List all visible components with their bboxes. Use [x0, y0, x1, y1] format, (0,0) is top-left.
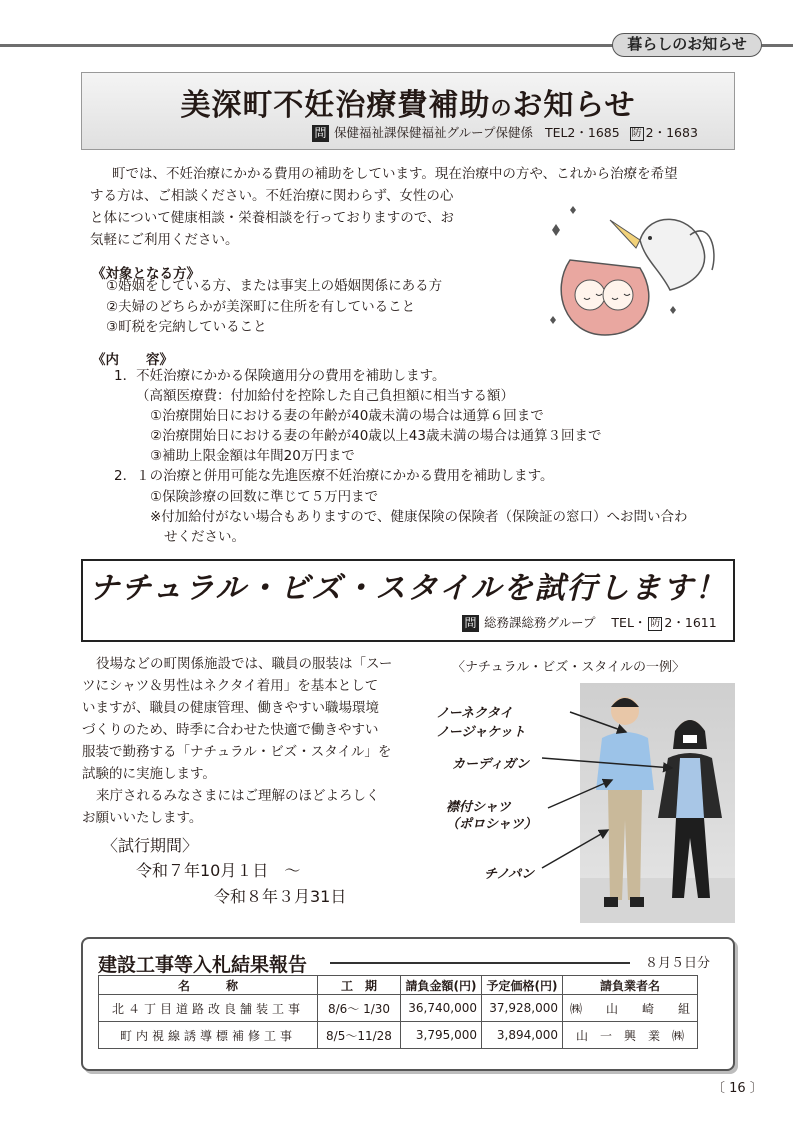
label-no-jacket: ノージャケット	[436, 725, 526, 740]
intro-line-2: する方は、ご相談ください。不妊治療に関わらず、女性の心	[90, 188, 454, 204]
stork-illustration	[540, 190, 720, 350]
content-line-9: せください。	[164, 529, 245, 545]
label-no-necktie: ノーネクタイ	[436, 706, 513, 721]
page-number: 〔 16 〕	[712, 1081, 763, 1096]
content-line-4: ②治療開始日における妻の年齢が40歳以上43歳未満の場合は通算３回まで	[150, 428, 602, 444]
content-line-2: （高額医療費：付加給付を控除した自己負担額に相当する額）	[136, 388, 514, 404]
period-start: 令和７年10月１日 ～	[136, 861, 301, 880]
cell-period: 8/6～ 1/30	[318, 995, 401, 1022]
article1-contact: 問 保健福祉課保健福祉グループ保健係 TEL2・1685 防 2・1683	[312, 123, 698, 142]
content-line-6: 2．１の治療と併用可能な先進医療不妊治療にかかる費用を補助します。	[114, 468, 554, 484]
category-tab: 暮らしのお知らせ	[612, 33, 762, 57]
bousai-icon: 防	[631, 127, 642, 139]
period-heading: 〈試行期間〉	[102, 836, 199, 855]
bid-date: ８月５日分	[645, 956, 711, 971]
biz-body-6: 試験的に実施します。	[82, 766, 216, 782]
col-contractor: 請負業者名	[563, 976, 698, 995]
inquiry-icon: 問	[312, 125, 329, 142]
label-polo-shirt: （ポロシャツ）	[446, 817, 537, 832]
col-period: 工 期	[318, 976, 401, 995]
bid-title: 建設工事等入札結果報告	[98, 954, 308, 976]
cell-estimated-price: 37,928,000	[482, 995, 563, 1022]
intro-line-1: 町では、不妊治療にかかる費用の補助をしています。現在治療中の方や、これから治療を希望	[112, 166, 678, 182]
article2-contact: 問 総務課総務グループ TEL・ 防 2・1611	[462, 613, 717, 632]
example-caption: 〈ナチュラル・ビズ・スタイルの一例〉	[452, 660, 685, 675]
label-chinos: チノパン	[484, 867, 535, 882]
label-collared-shirt: 襟付シャツ	[446, 800, 511, 815]
content-heading: 《内 容》	[92, 352, 173, 368]
target-item-2: ②夫婦のどちらかが美深町に住所を有していること	[106, 299, 416, 315]
biz-body-3: いますが、職員の健康管理、働きやすい職場環境	[82, 700, 379, 716]
label-cardigan: カーディガン	[452, 757, 529, 772]
col-name: 名 称	[99, 976, 318, 995]
table-row	[99, 995, 698, 1022]
cell-period: 8/5～11/28	[318, 1022, 401, 1049]
content-line-3: ①治療開始日における妻の年齢が40歳未満の場合は通算６回まで	[150, 408, 544, 424]
table-row	[99, 1022, 698, 1049]
cell-name: 町内視線誘導標補修工事	[99, 1022, 318, 1049]
target-item-3: ③町税を完納していること	[106, 319, 267, 335]
cell-contractor: ㈱ 山 崎 組	[563, 995, 698, 1022]
content-line-5: ③補助上限金額は年間20万円まで	[150, 448, 355, 464]
cell-estimated-price: 3,894,000	[482, 1022, 563, 1049]
article1-title: 美深町不妊治療費補助のお知らせ	[180, 88, 636, 123]
cell-contract-amount: 36,740,000	[401, 995, 482, 1022]
cell-contract-amount: 3,795,000	[401, 1022, 482, 1049]
target-item-1: ①婚姻をしている方、または事実上の婚姻関係にある方	[106, 278, 443, 294]
bousai-icon: 防	[650, 617, 661, 629]
biz-body-1: 役場などの町関係施設では、職員の服装は「スー	[96, 656, 393, 672]
content-line-7: ①保険診療の回数に準じて５万円まで	[150, 489, 379, 505]
intro-line-3: と体について健康相談・栄養相談を行っておりますので、お	[90, 210, 454, 226]
biz-body-4: づくりのため、時季に合わせた快適で働きやすい	[82, 722, 379, 738]
intro-line-4: 気軽にご利用ください。	[90, 232, 239, 248]
biz-body-5: 服装で勤務する「ナチュラル・ビズ・スタイル」を	[82, 744, 392, 760]
article2-title: ナチュラル・ビズ・スタイルを試行します！	[89, 571, 727, 606]
cell-name: 北４丁目道路改良舗装工事	[99, 995, 318, 1022]
target-heading: 《対象となる方》	[92, 266, 200, 282]
label-arrows	[430, 690, 730, 890]
biz-body-7: 来庁されるみなさまにはご理解のほどよろしく	[96, 788, 380, 804]
cell-contractor: 山 一 興 業 ㈱	[563, 1022, 698, 1049]
bid-title-rule	[330, 962, 630, 964]
content-line-1: 1．不妊治療にかかる保険適用分の費用を補助します。	[114, 368, 446, 384]
content-line-8: ※付加給付がない場合もありますので、健康保険の保険者（保険証の窓口）へお問い合わ	[150, 509, 688, 525]
period-end: 令和８年３月31日	[214, 887, 347, 906]
col-estimated-price: 予定価格(円)	[482, 976, 563, 995]
biz-body-2: ツにシャツ＆男性はネクタイ着用」を基本として	[82, 678, 379, 694]
inquiry-icon: 問	[462, 615, 479, 632]
bid-results-table	[98, 975, 698, 1049]
biz-body-8: お願いいたします。	[82, 810, 203, 826]
col-contract-amount: 請負金額(円)	[401, 976, 482, 995]
